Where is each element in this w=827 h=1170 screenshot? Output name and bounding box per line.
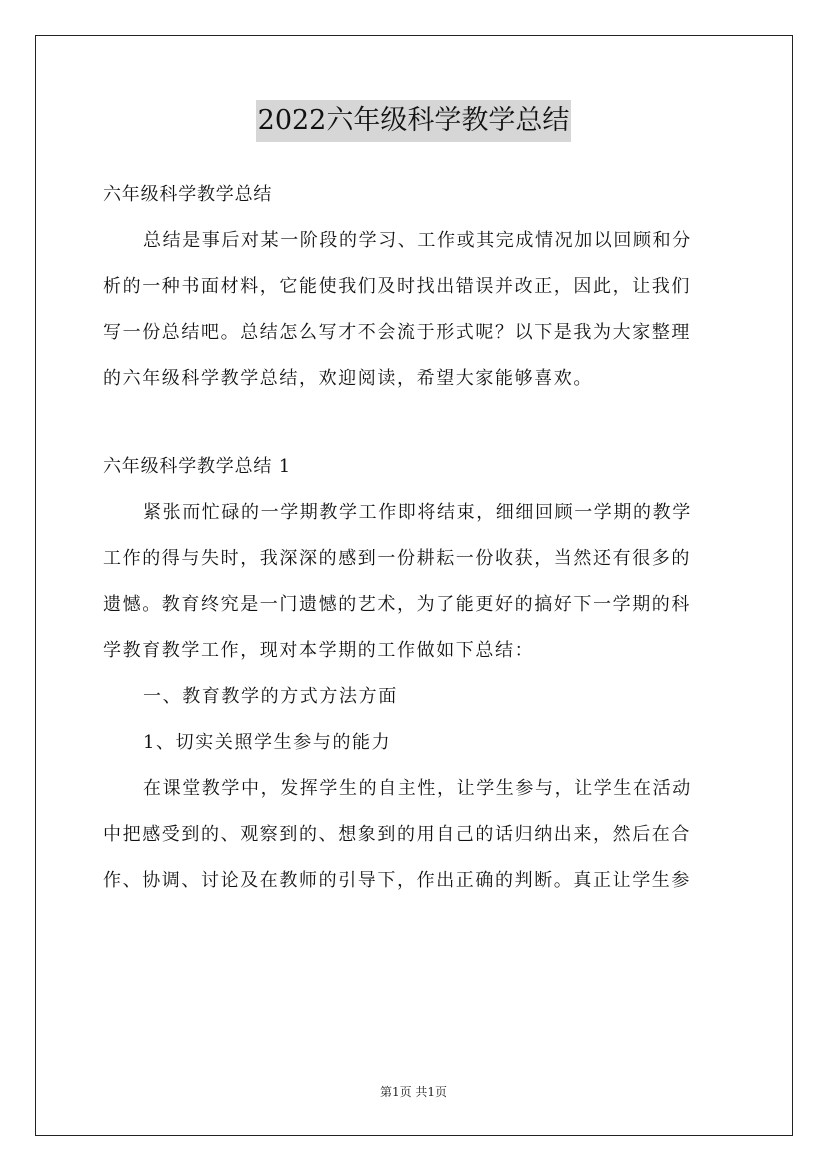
para1-line: 紧张而忙碌的一学期教学工作即将结束，细细回顾一学期的教学 — [143, 502, 692, 523]
intro-line: 总结是事后对某一阶段的学习、工作或其完成情况加以回顾和分 — [143, 230, 692, 251]
page-footer — [0, 1083, 827, 1100]
intro-line: 的六年级科学教学总结，欢迎阅读，希望大家能够喜欢。 — [103, 368, 593, 389]
intro-line: 析的一种书面材料，它能使我们及时找出错误并改正，因此，让我们 — [103, 276, 691, 297]
para2-line: 在课堂教学中，发挥学生的自主性，让学生参与，让学生在活动 — [143, 778, 692, 799]
page-number-label: 第1页 共1页 — [379, 1085, 448, 1099]
document-body — [103, 172, 726, 904]
para2-line: 中把感受到的、观察到的、想象到的用自己的话归纳出来，然后在合 — [103, 824, 691, 845]
intro-line: 写一份总结吧。总结怎么写才不会流于形式呢？以下是我为大家整理 — [103, 322, 691, 343]
section-heading: 六年级科学教学总结 1 — [103, 456, 291, 477]
document-title-container — [0, 100, 827, 142]
paragraph-gap — [103, 402, 726, 444]
document-title: 2022六年级科学教学总结 — [256, 100, 572, 142]
para1-line: 遗憾。教育终究是一门遗憾的艺术，为了能更好的搞好下一学期的科 — [103, 594, 691, 615]
subtitle: 六年级科学教学总结 — [103, 184, 273, 205]
subpoint-heading: 1、切实关照学生参与的能力 — [143, 732, 392, 753]
para1-line: 工作的得与失时，我深深的感到一份耕耘一份收获，当然还有很多的 — [103, 548, 691, 569]
point-heading: 一、教育教学的方式方法方面 — [143, 686, 398, 707]
para2-line: 作、协调、讨论及在教师的引导下，作出正确的判断。真正让学生参 — [103, 870, 691, 891]
para1-line: 学教育教学工作，现对本学期的工作做如下总结： — [103, 640, 535, 661]
